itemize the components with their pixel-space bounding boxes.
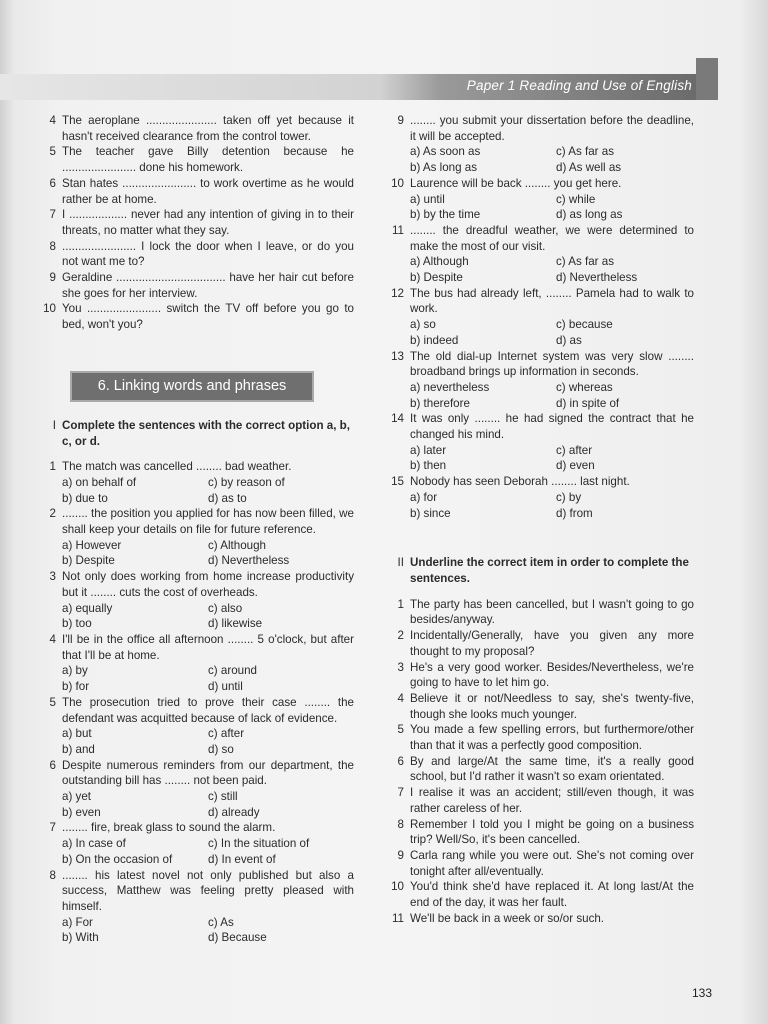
item-text: We'll be back in a week or so/or such. [410, 911, 605, 925]
exercise-2-instruction [376, 555, 694, 586]
question-number: 5 [49, 695, 56, 709]
modal-verbs-items [28, 113, 354, 333]
section-banner: 6. Linking words and phrases [72, 373, 312, 400]
option-b: b) then [410, 459, 447, 473]
item-number: 5 [49, 145, 56, 159]
answer-options [410, 254, 694, 285]
question [376, 474, 694, 521]
exercise-2-number: II [397, 556, 404, 570]
item-text: Carla rang while you were out. She's not coming over tonight after all/eventually. [410, 848, 694, 878]
running-header: Paper 1 Reading and Use of English [466, 78, 692, 93]
question [376, 349, 694, 412]
item-number: 5 [397, 723, 404, 737]
option-d: d) already [208, 805, 260, 819]
option-c: c) whereas [556, 380, 613, 394]
option-c: c) still [208, 790, 238, 804]
option-b: b) and [62, 742, 95, 756]
option-c: c) As [208, 915, 234, 929]
question-text: The old dial-up Internet system was very slow ........ broadband brings up information in seconds. [410, 349, 694, 379]
underline-item [376, 597, 694, 628]
item-number: 3 [397, 660, 404, 674]
option-a: a) For [62, 915, 93, 929]
underline-item [376, 691, 694, 722]
question [376, 113, 694, 176]
question-text: ........ his latest novel not only published but also a success, Matthew was feeling pretty pleased with himself. [62, 868, 354, 913]
item-text: Incidentally/Generally, have you given any more thought to my proposal? [410, 629, 694, 658]
question-text: Despite numerous reminders from our department, the outstanding bill has ........ not been paid. [62, 758, 354, 788]
question-number: 4 [49, 632, 56, 646]
item-text: ....................... I lock the door when I leave, or do you not want me to? [62, 239, 354, 269]
question-text: I'll be in the office all afternoon ........ 5 o'clock, but after that I'll be at home. [62, 632, 354, 662]
option-b: b) for [62, 680, 90, 694]
question-number: 1 [49, 460, 56, 474]
question [28, 820, 354, 867]
option-d: d) Nevertheless [208, 554, 290, 568]
underline-item [376, 848, 694, 879]
option-b: b) due to [62, 491, 108, 505]
option-c: c) by reason of [208, 475, 285, 489]
option-c: c) after [556, 443, 593, 457]
question [28, 695, 354, 758]
question-text: The match was cancelled ........ bad weather. [62, 460, 292, 474]
item-number: 6 [49, 176, 56, 190]
option-b: b) As long as [410, 161, 478, 175]
item-text: Believe it or not/Needless to say, she's twenty-five, though she looks much younger. [410, 691, 694, 721]
question [28, 758, 354, 821]
option-d: d) In event of [208, 852, 276, 866]
item-text: The teacher gave Billy detention because he ....................... done his homework. [62, 145, 354, 175]
item-number: 4 [397, 691, 404, 705]
item-text: You ....................... switch the TV off before you go to bed, won't you? [62, 302, 354, 332]
item-number: 10 [391, 880, 404, 894]
answer-options [62, 538, 354, 569]
option-a: a) by [62, 664, 88, 678]
answer-options [410, 490, 694, 521]
option-b: b) Despite [410, 271, 463, 285]
underline-item [376, 879, 694, 910]
right-column [376, 113, 694, 926]
question-text: ........ fire, break glass to sound the alarm. [62, 821, 276, 835]
option-a: a) for [410, 490, 438, 504]
answer-options [410, 317, 694, 348]
option-c: c) As far as [556, 145, 614, 159]
item-number: 8 [49, 239, 56, 253]
question-text: Nobody has seen Deborah ........ last night. [410, 475, 630, 489]
answer-options [62, 601, 354, 632]
exercise-1-instruction [28, 418, 354, 449]
option-d: d) As well as [556, 161, 622, 175]
option-b: b) On the occasion of [62, 852, 173, 866]
answer-options [62, 475, 354, 506]
question [28, 632, 354, 695]
option-b: b) since [410, 506, 451, 520]
item-number: 1 [397, 597, 404, 611]
question-number: 7 [49, 821, 56, 835]
answer-options [62, 915, 354, 946]
answer-options [410, 443, 694, 474]
gap-fill-item [28, 144, 354, 175]
question-text: The prosecution tried to prove their case ........ the defendant was acquitted because of lack of evidence. [62, 695, 354, 725]
question-number: 14 [391, 412, 404, 426]
option-c: c) In the situation of [208, 837, 310, 851]
question-number: 9 [397, 114, 404, 127]
option-d: d) in spite of [556, 396, 620, 410]
question-text: It was only ........ he had signed the contract that he changed his mind. [410, 412, 694, 442]
option-a: a) on behalf of [62, 475, 137, 489]
option-b: b) With [62, 931, 99, 945]
option-c: c) because [556, 318, 613, 332]
gap-fill-item [28, 301, 354, 332]
gap-fill-item [28, 176, 354, 207]
underline-item [376, 628, 694, 659]
option-d: d) likewise [208, 617, 263, 631]
question-number: 13 [391, 349, 404, 363]
item-number: 11 [391, 911, 404, 925]
item-number: 6 [397, 754, 404, 768]
option-a: a) so [410, 318, 436, 332]
item-number: 7 [397, 786, 404, 800]
item-text: Geraldine .................................. have her hair cut before she goes for her interview. [62, 271, 354, 300]
item-number: 9 [49, 271, 56, 285]
item-number: 7 [49, 208, 56, 222]
answer-options [410, 192, 694, 223]
item-number: 10 [43, 302, 56, 316]
question-text: ........ the dreadful weather, we were determined to make the most of our visit. [410, 223, 694, 253]
underline-item [376, 660, 694, 691]
exercise-1-number: I [52, 418, 56, 432]
option-d: d) as long as [556, 208, 623, 222]
answer-options [62, 836, 354, 867]
option-a: a) However [62, 538, 122, 552]
option-c: c) also [208, 601, 243, 615]
item-text: You'd think she'd have replaced it. At long last/At the end of the day, it was her fault. [410, 880, 694, 910]
question-text: Not only does working from home increase productivity but it ........ cuts the cost of overheads. [62, 570, 354, 599]
question-number: 6 [49, 758, 56, 772]
item-number: 2 [397, 629, 404, 643]
item-text: He's a very good worker. Besides/Nevertheless, we're going to have to let him go. [410, 660, 694, 690]
option-b: b) by the time [410, 208, 481, 222]
question [376, 223, 694, 286]
item-text: I .................. never had any intention of giving in to their threats, no matter what they say. [62, 208, 354, 237]
page-number: 133 [692, 986, 713, 1000]
option-a: a) As soon as [410, 145, 481, 159]
option-a: a) until [410, 192, 445, 206]
option-a: a) In case of [62, 837, 126, 851]
item-text: The aeroplane ...................... taken off yet because it hasn't received clearance from the control tower. [62, 114, 354, 143]
option-a: a) yet [62, 790, 91, 804]
answer-options [410, 144, 694, 175]
question-number: 12 [391, 286, 404, 300]
option-a: a) Although [410, 255, 469, 269]
answer-options [62, 726, 354, 757]
option-c: c) by [556, 490, 582, 504]
question-text: Laurence will be back ........ you get here. [410, 176, 622, 190]
option-a: a) but [62, 727, 92, 741]
question [376, 411, 694, 474]
question-number: 3 [49, 570, 56, 584]
option-b: b) even [62, 805, 101, 819]
underline-item [376, 754, 694, 785]
option-d: d) Nevertheless [556, 271, 638, 285]
item-number: 8 [397, 817, 404, 831]
option-b: b) indeed [410, 333, 459, 347]
item-text: Remember I told you I might be going on a business trip? Well/So, it's been cancelled. [410, 817, 694, 847]
option-d: d) as to [208, 491, 247, 505]
item-text: By and large/At the same time, it's a really good school, but I'd rather it wasn't so exam orientated. [410, 754, 694, 784]
question-text: ........ the position you applied for has now been filled, we shall keep your details on file for future reference. [62, 507, 354, 537]
option-a: a) nevertheless [410, 380, 490, 394]
question [28, 569, 354, 632]
item-text: You made a few spelling errors, but furthermore/other than that it was a perfectly good composition. [410, 723, 694, 753]
question-number: 2 [49, 507, 56, 521]
answer-options [62, 663, 354, 694]
option-d: d) Because [208, 931, 267, 945]
answer-options [410, 380, 694, 411]
option-d: d) so [208, 742, 234, 756]
underline-item [376, 722, 694, 753]
option-d: d) even [556, 459, 595, 473]
item-text: The party has been cancelled, but I wasn't going to go besides/anyway. [410, 597, 694, 627]
multiple-choice-right [376, 113, 694, 521]
item-text: I realise it was an accident; still/even though, it was rather careless of her. [410, 786, 694, 815]
option-a: a) later [410, 443, 447, 457]
multiple-choice-left [28, 459, 354, 946]
option-d: d) as [556, 333, 582, 347]
chapter-tab [696, 58, 718, 100]
option-b: b) Despite [62, 554, 115, 568]
option-b: b) therefore [410, 396, 470, 410]
gap-fill-item [28, 113, 354, 144]
question-number: 8 [49, 868, 56, 882]
option-c: c) As far as [556, 255, 614, 269]
question [28, 506, 354, 569]
question-text: The bus had already left, ........ Pamela had to walk to work. [410, 286, 694, 316]
underline-item [376, 817, 694, 848]
question [376, 176, 694, 223]
question-number: 10 [391, 176, 404, 190]
question-number: 11 [391, 223, 404, 237]
question-number: 15 [391, 475, 404, 489]
question [376, 286, 694, 349]
underline-item [376, 785, 694, 816]
option-c: c) while [556, 192, 596, 206]
option-c: c) after [208, 727, 245, 741]
item-number: 9 [397, 848, 404, 862]
gap-fill-item [28, 239, 354, 270]
question-text: ........ you submit your dissertation before the deadline, it will be accepted. [410, 114, 694, 143]
left-column [28, 113, 354, 946]
option-d: d) from [556, 506, 593, 520]
answer-options [62, 789, 354, 820]
gap-fill-item [28, 270, 354, 301]
gap-fill-item [28, 207, 354, 238]
option-c: c) around [208, 664, 257, 678]
option-b: b) too [62, 617, 92, 631]
question [28, 459, 354, 506]
exercise-2-text: Underline the correct item in order to complete the sentences. [410, 556, 689, 585]
item-number: 4 [49, 114, 56, 127]
option-a: a) equally [62, 601, 113, 615]
option-d: d) until [208, 680, 243, 694]
option-c: c) Although [208, 538, 267, 552]
underline-item [376, 911, 694, 927]
underline-items [376, 597, 694, 927]
exercise-1-text: Complete the sentences with the correct option a, b, c, or d. [62, 418, 350, 448]
item-text: Stan hates ....................... to work overtime as he would rather be at home. [62, 176, 354, 206]
question [28, 868, 354, 947]
